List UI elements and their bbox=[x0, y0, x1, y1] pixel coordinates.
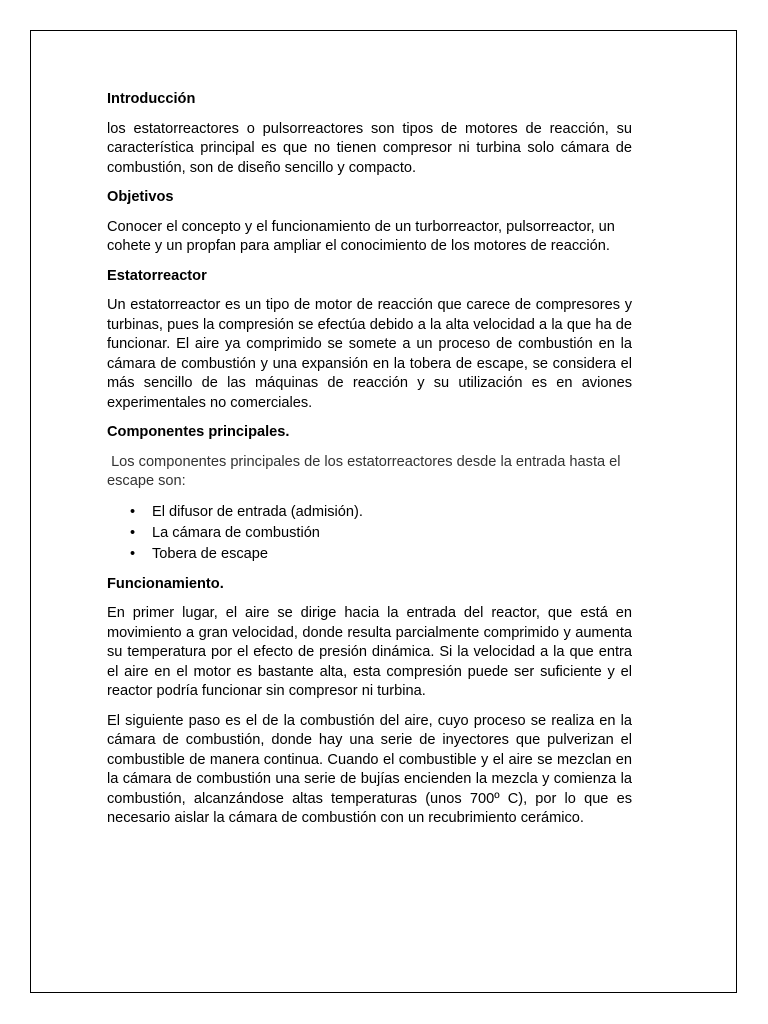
heading-componentes: Componentes principales. bbox=[107, 424, 290, 440]
list-item bbox=[130, 544, 632, 565]
heading-objetivos: Objetivos bbox=[107, 189, 174, 205]
bullet-icon: • bbox=[130, 503, 136, 520]
list-item-text: Tobera de escape bbox=[152, 545, 269, 562]
componentes-list bbox=[107, 502, 632, 565]
paragraph-funcionamiento-2: El siguiente paso es el de la combustión del aire, cuyo proceso se realiza en la cámara de combustión, donde hay una serie de inyectores que pulverizan el combustible de manera continua. Cuando el combustible y el aire se mezclan en la cámara de combustión una serie de bujías encienden la mezcla y comienza la combustión, alcanzándose altas temperaturas (unos 700º C), por lo que es necesario aislar la cámara de combustión con un recubrimiento cerámico. bbox=[107, 712, 632, 826]
document-body bbox=[107, 90, 632, 839]
list-item-text: El difusor de entrada (admisión). bbox=[152, 503, 363, 520]
paragraph-objetivos: Conocer el concepto y el funcionamiento de un turborreactor, pulsorreactor, un cohete y un propfan para ampliar el conocimiento de los motores de reacción. bbox=[107, 218, 615, 254]
paragraph-estatorreactor: Un estatorreactor es un tipo de motor de reacción que carece de compresores y turbinas, pues la compresión se efectúa debido a la alta velocidad a la que ha de funcionar. El aire ya comprimido se somete a un proceso de combustión en la cámara de combustión y una expansión en la tobera de escape, se considera el más sencillo de las máquinas de reacción y su utilización es en aviones experimentales no comerciales. bbox=[107, 297, 632, 411]
heading-funcionamiento: Funcionamiento. bbox=[107, 575, 224, 592]
paragraph-componentes: Los componentes principales de los estatorreactores desde la entrada hasta el escape son: bbox=[107, 453, 625, 489]
heading-introduccion: Introducción bbox=[107, 91, 196, 107]
list-item bbox=[130, 523, 632, 544]
paragraph-funcionamiento-1: En primer lugar, el aire se dirige hacia la entrada del reactor, que está en movimiento a gran velocidad, donde resulta parcialmente comprimido y aumenta su temperatura por el efecto de presión dinámica. Si la velocidad a la que entra el aire en el motor es bastante alta, esta compresión puede ser suficiente y el reactor podría funcionar sin compresor ni turbina. bbox=[107, 605, 632, 699]
heading-estatorreactor: Estatorreactor bbox=[107, 267, 207, 284]
bullet-icon: • bbox=[130, 545, 136, 562]
bullet-icon: • bbox=[130, 524, 136, 541]
list-item-text: La cámara de combustión bbox=[152, 524, 320, 541]
list-item bbox=[130, 502, 632, 523]
paragraph-introduccion: los estatorreactores o pulsorreactores son tipos de motores de reacción, su característica principal es que no tienen compresor ni turbina solo cámara de combustión, son de diseño sencillo y compacto. bbox=[107, 120, 632, 176]
